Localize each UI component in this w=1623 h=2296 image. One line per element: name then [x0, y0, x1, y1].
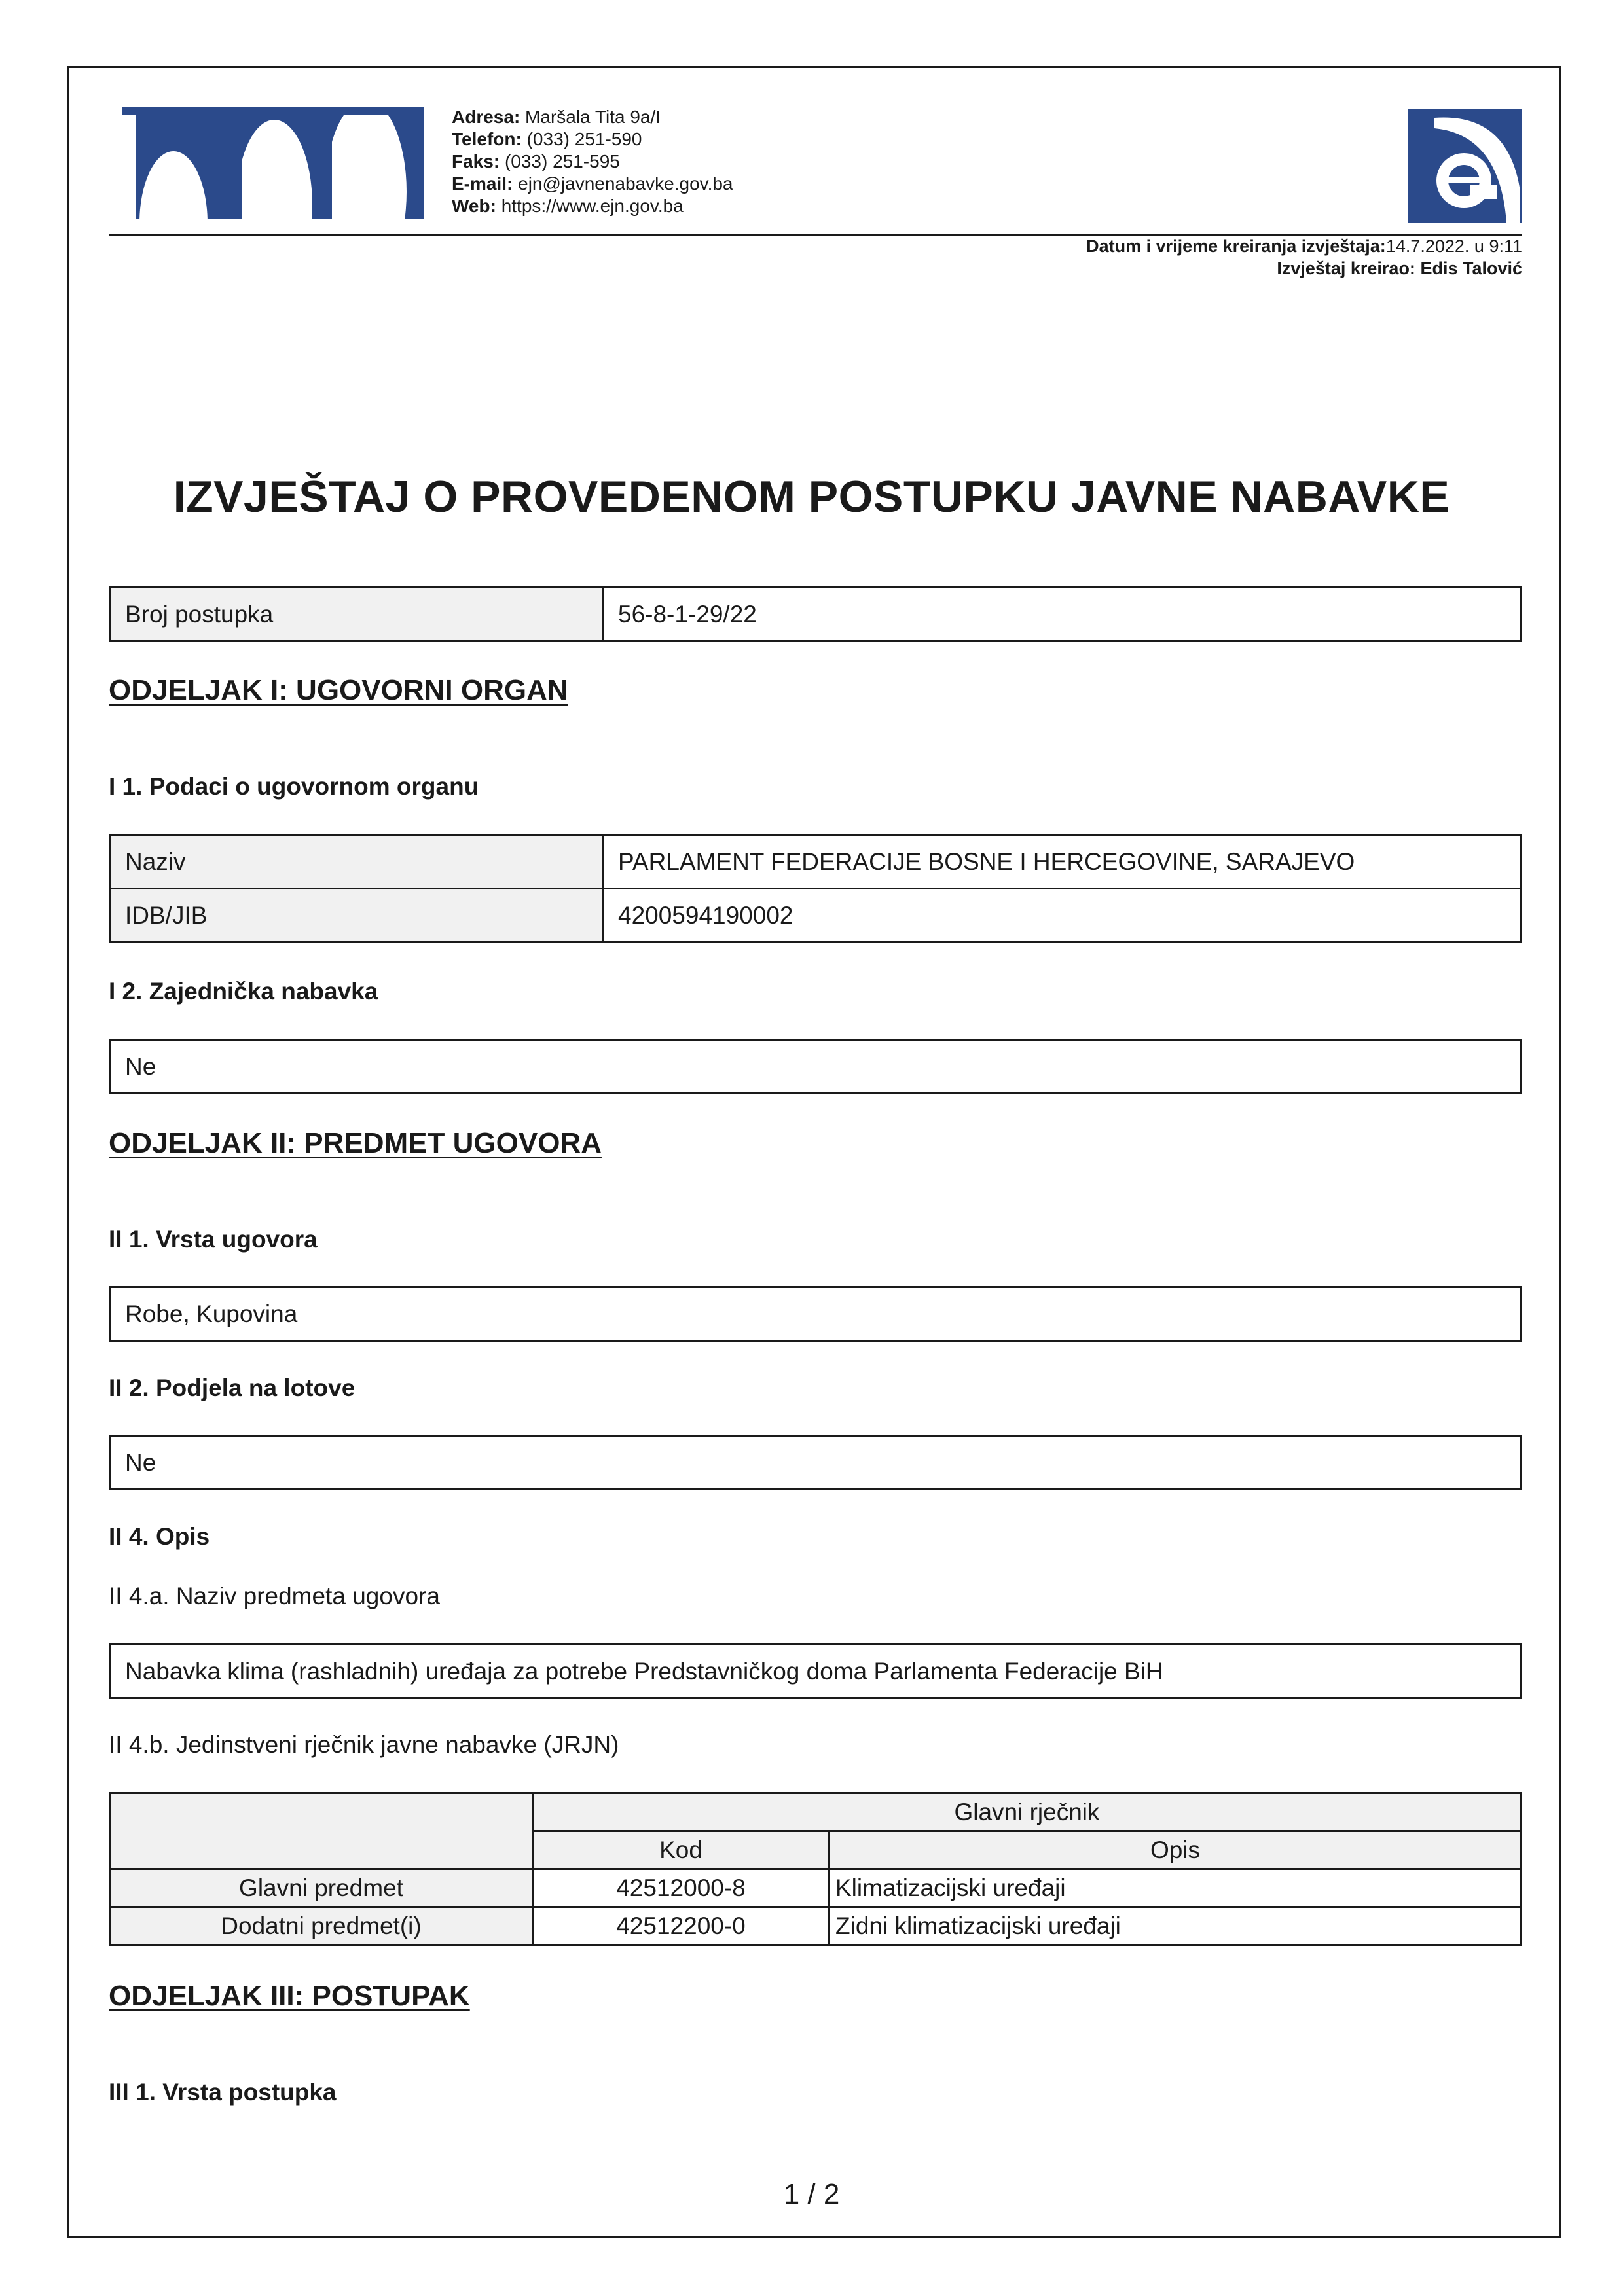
- phone-line: Telefon: (033) 251-590: [452, 129, 642, 149]
- section-1-heading: ODJELJAK I: UGOVORNI ORGAN: [109, 674, 568, 706]
- joint-procurement-value: Ne: [110, 1040, 1522, 1094]
- authority-name-label: Naziv: [110, 835, 603, 889]
- authority-name-value: PARLAMENT FEDERACIJE BOSNE I HERCEGOVINE, SARAJEVO: [603, 835, 1522, 889]
- lots-value: Ne: [110, 1436, 1522, 1490]
- section-2-4a-heading: II 4.a. Naziv predmeta ugovora: [109, 1583, 440, 1609]
- jrjn-code-header: Kod: [533, 1831, 830, 1869]
- contract-type-box: [109, 1286, 1522, 1342]
- section-3-heading: ODJELJAK III: POSTUPAK: [109, 1980, 470, 2012]
- contracting-authority-table: [109, 834, 1522, 943]
- authority-id-value: 4200594190002: [603, 889, 1522, 942]
- table-row: [110, 889, 1522, 942]
- contract-subject-value: Nabavka klima (rashladnih) uređaja za potrebe Predstavničkog doma Parlamenta Federacije BiH: [110, 1645, 1522, 1698]
- jrjn-row-label: Dodatni predmet(i): [110, 1907, 533, 1945]
- report-meta: [1086, 235, 1522, 279]
- report-author: Izvještaj kreirao: Edis Talović: [1277, 259, 1522, 278]
- procedure-number-table: [109, 586, 1522, 642]
- section-2-1-heading: II 1. Vrsta ugovora: [109, 1226, 318, 1253]
- section-2-4b-heading: II 4.b. Jedinstveni rječnik javne nabavke (JRJN): [109, 1731, 619, 1758]
- table-row: [110, 1869, 1522, 1907]
- section-2-2-heading: II 2. Podjela na lotove: [109, 1374, 356, 1401]
- table-row: [110, 1907, 1522, 1945]
- contract-subject-box: [109, 1643, 1522, 1699]
- joint-procurement-box: [109, 1039, 1522, 1094]
- procedure-number-value: 56-8-1-29/22: [603, 588, 1522, 641]
- page-title: IZVJEŠTAJ O PROVEDENOM POSTUPKU JAVNE NABAVKE: [173, 472, 1450, 522]
- jrjn-row-code: 42512200-0: [533, 1907, 830, 1945]
- authority-id-label: IDB/JIB: [110, 889, 603, 942]
- procedure-number-label: Broj postupka: [110, 588, 603, 641]
- jrjn-row-code: 42512000-8: [533, 1869, 830, 1907]
- email-line: E-mail: ejn@javnenabavke.gov.ba: [452, 173, 733, 194]
- section-2-heading: ODJELJAK II: PREDMET UGOVORA: [109, 1127, 602, 1159]
- jrjn-row-desc: Zidni klimatizacijski uređaji: [830, 1907, 1522, 1945]
- jrjn-row-desc: Klimatizacijski uređaji: [830, 1869, 1522, 1907]
- jrjn-desc-header: Opis: [830, 1831, 1522, 1869]
- section-2-4-heading: II 4. Opis: [109, 1523, 210, 1550]
- page-number: 1 / 2: [783, 2178, 840, 2210]
- table-row: [110, 835, 1522, 889]
- jrjn-table: [109, 1792, 1522, 1946]
- address-line: Adresa: Maršala Tita 9a/I: [452, 107, 661, 127]
- contact-block: [452, 106, 733, 217]
- jrjn-group-header: Glavni rječnik: [533, 1793, 1522, 1831]
- web-line: Web: https://www.ejn.gov.ba: [452, 196, 684, 216]
- section-1-1-heading: I 1. Podaci o ugovornom organu: [109, 773, 479, 800]
- jrjn-corner-cell: [110, 1793, 533, 1869]
- fax-line: Faks: (033) 251-595: [452, 151, 620, 171]
- agency-logo: [122, 107, 424, 223]
- created-datetime: Datum i vrijeme kreiranja izvještaja:14.7.2022. u 9:11: [1086, 236, 1522, 256]
- section-3-1-heading: III 1. Vrsta postupka: [109, 2079, 337, 2106]
- ejn-logo: [1408, 109, 1522, 226]
- jrjn-row-label: Glavni predmet: [110, 1869, 533, 1907]
- lots-box: [109, 1435, 1522, 1490]
- contract-type-value: Robe, Kupovina: [110, 1287, 1522, 1341]
- section-1-2-heading: I 2. Zajednička nabavka: [109, 978, 378, 1005]
